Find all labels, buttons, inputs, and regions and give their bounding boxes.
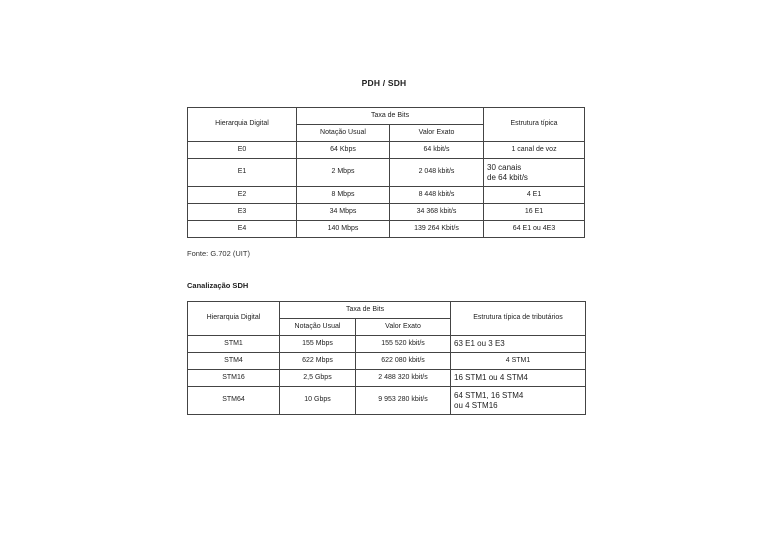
header-valor: Valor Exato — [390, 125, 484, 142]
cell-valor: 2 048 kbit/s — [390, 159, 484, 187]
cell-hierarquia: E1 — [188, 159, 297, 187]
sdh-table — [187, 301, 586, 415]
header-notacao: Notação Usual — [280, 319, 356, 336]
cell-notacao: 622 Mbps — [280, 353, 356, 370]
table-row — [188, 187, 585, 204]
table-row — [188, 353, 586, 370]
cell-estrutura: 16 STM1 ou 4 STM4 — [451, 370, 586, 387]
header-hierarquia: Hierarquia Digital — [188, 108, 297, 142]
cell-line: 64 STM1, 16 STM4 — [454, 391, 524, 401]
header-valor: Valor Exato — [356, 319, 451, 336]
cell-estrutura: 16 E1 — [484, 204, 585, 221]
cell-hierarquia: E4 — [188, 221, 297, 238]
cell-hierarquia: STM16 — [188, 370, 280, 387]
cell-notacao: 2,5 Gbps — [280, 370, 356, 387]
table-row — [188, 204, 585, 221]
cell-estrutura: 4 E1 — [484, 187, 585, 204]
section-subtitle: Canalização SDH — [187, 281, 249, 290]
cell-estrutura — [451, 387, 586, 415]
cell-estrutura: 63 E1 ou 3 E3 — [451, 336, 586, 353]
header-estrutura: Estrutura típica — [484, 108, 585, 142]
cell-notacao: 64 Kbps — [297, 142, 390, 159]
cell-valor: 622 080 kbit/s — [356, 353, 451, 370]
cell-valor: 139 264 Kbit/s — [390, 221, 484, 238]
pdh-table — [187, 107, 585, 238]
table-row — [188, 221, 585, 238]
cell-valor: 155 520 kbit/s — [356, 336, 451, 353]
table-row — [188, 370, 586, 387]
cell-hierarquia: E3 — [188, 204, 297, 221]
cell-hierarquia: STM64 — [188, 387, 280, 415]
table-row — [188, 159, 585, 187]
header-notacao: Notação Usual — [297, 125, 390, 142]
header-hierarquia: Hierarquia Digital — [188, 302, 280, 336]
cell-hierarquia: STM4 — [188, 353, 280, 370]
cell-hierarquia: E0 — [188, 142, 297, 159]
table-row — [188, 387, 586, 415]
cell-estrutura: 1 canal de voz — [484, 142, 585, 159]
cell-line: de 64 kbit/s — [487, 172, 528, 182]
cell-estrutura — [484, 159, 585, 187]
cell-notacao: 10 Gbps — [280, 387, 356, 415]
cell-notacao: 155 Mbps — [280, 336, 356, 353]
cell-notacao: 140 Mbps — [297, 221, 390, 238]
cell-valor: 64 kbit/s — [390, 142, 484, 159]
header-taxa: Taxa de Bits — [297, 108, 484, 125]
page-title: PDH / SDH — [361, 78, 407, 88]
cell-notacao: 8 Mbps — [297, 187, 390, 204]
cell-line: 30 canais — [487, 163, 522, 173]
cell-hierarquia: STM1 — [188, 336, 280, 353]
cell-valor: 34 368 kbit/s — [390, 204, 484, 221]
cell-valor: 2 488 320 kbit/s — [356, 370, 451, 387]
header-estrutura: Estrutura típica de tributários — [451, 302, 586, 336]
header-taxa: Taxa de Bits — [280, 302, 451, 319]
cell-valor: 8 448 kbit/s — [390, 187, 484, 204]
table-row — [188, 336, 586, 353]
cell-notacao: 2 Mbps — [297, 159, 390, 187]
cell-estrutura: 4 STM1 — [451, 353, 586, 370]
cell-valor: 9 953 280 kbit/s — [356, 387, 451, 415]
table-row — [188, 142, 585, 159]
cell-hierarquia: E2 — [188, 187, 297, 204]
cell-estrutura: 64 E1 ou 4E3 — [484, 221, 585, 238]
cell-line: ou 4 STM16 — [454, 400, 498, 410]
cell-notacao: 34 Mbps — [297, 204, 390, 221]
source-note: Fonte: G.702 (UIT) — [187, 249, 250, 258]
